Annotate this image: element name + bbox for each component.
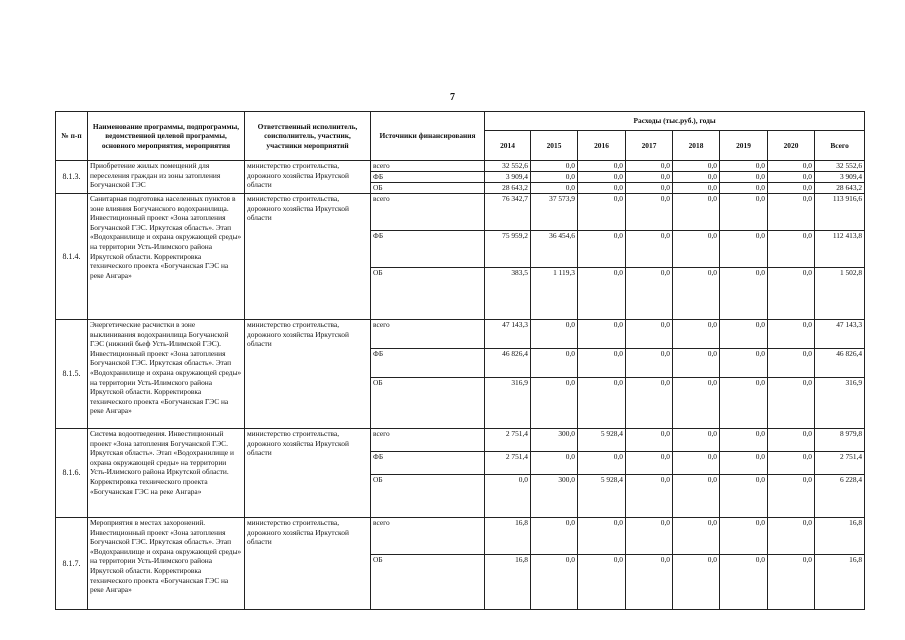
table-row bbox=[56, 320, 865, 349]
row-value: 0,0 bbox=[673, 183, 720, 194]
row-value: 316,9 bbox=[815, 378, 865, 429]
row-source: ФБ bbox=[371, 172, 485, 183]
row-value: 0,0 bbox=[673, 161, 720, 172]
row-value: 0,0 bbox=[626, 320, 673, 349]
row-value: 0,0 bbox=[578, 268, 626, 320]
row-value: 75 959,2 bbox=[485, 231, 531, 268]
table-body bbox=[56, 161, 865, 610]
row-value: 0,0 bbox=[720, 429, 768, 452]
row-value: 36 454,6 bbox=[531, 231, 578, 268]
table-row bbox=[56, 429, 865, 452]
row-value: 0,0 bbox=[626, 231, 673, 268]
row-value: 0,0 bbox=[768, 268, 815, 320]
row-value: 16,8 bbox=[815, 555, 865, 610]
row-value: 0,0 bbox=[673, 231, 720, 268]
row-value: 0,0 bbox=[578, 172, 626, 183]
row-value: 0,0 bbox=[531, 555, 578, 610]
row-value: 0,0 bbox=[578, 183, 626, 194]
row-value: 0,0 bbox=[673, 194, 720, 231]
row-code: 8.1.6. bbox=[56, 429, 88, 518]
row-value: 0,0 bbox=[768, 172, 815, 183]
row-value: 5 928,4 bbox=[578, 475, 626, 518]
row-value: 0,0 bbox=[673, 555, 720, 610]
row-value: 383,5 bbox=[485, 268, 531, 320]
row-value: 32 552,6 bbox=[485, 161, 531, 172]
row-value: 0,0 bbox=[720, 555, 768, 610]
row-value: 300,0 bbox=[531, 475, 578, 518]
header-name: Наименование программы, подпрограммы, ведомственной целевой программы, основного мероприятия, мероприятия bbox=[88, 112, 245, 161]
row-value: 0,0 bbox=[673, 518, 720, 555]
header-year: 2015 bbox=[531, 131, 578, 161]
row-value: 316,9 bbox=[485, 378, 531, 429]
row-value: 0,0 bbox=[768, 161, 815, 172]
row-value: 47 143,3 bbox=[815, 320, 865, 349]
header-year: 2017 bbox=[626, 131, 673, 161]
header-year: 2016 bbox=[578, 131, 626, 161]
row-value: 0,0 bbox=[626, 349, 673, 378]
row-value: 2 751,4 bbox=[815, 452, 865, 475]
row-value: 0,0 bbox=[531, 183, 578, 194]
row-value: 0,0 bbox=[531, 161, 578, 172]
row-value: 112 413,8 bbox=[815, 231, 865, 268]
row-source: всего bbox=[371, 429, 485, 452]
row-source: ОБ bbox=[371, 378, 485, 429]
header-year: 2019 bbox=[720, 131, 768, 161]
row-value: 46 826,4 bbox=[485, 349, 531, 378]
row-source: ФБ bbox=[371, 231, 485, 268]
row-value: 5 928,4 bbox=[578, 429, 626, 452]
header-year: 2014 bbox=[485, 131, 531, 161]
table-row bbox=[56, 194, 865, 231]
row-source: ОБ bbox=[371, 268, 485, 320]
row-value: 0,0 bbox=[531, 349, 578, 378]
row-value: 46 826,4 bbox=[815, 349, 865, 378]
row-value: 8 979,8 bbox=[815, 429, 865, 452]
row-value: 28 643,2 bbox=[815, 183, 865, 194]
row-code: 8.1.4. bbox=[56, 194, 88, 320]
header-year: 2020 bbox=[768, 131, 815, 161]
row-value: 0,0 bbox=[720, 172, 768, 183]
row-code: 8.1.3. bbox=[56, 161, 88, 194]
row-value: 0,0 bbox=[768, 518, 815, 555]
row-value: 0,0 bbox=[578, 161, 626, 172]
row-value: 0,0 bbox=[720, 320, 768, 349]
row-value: 28 643,2 bbox=[485, 183, 531, 194]
row-value: 0,0 bbox=[485, 475, 531, 518]
row-source: всего bbox=[371, 194, 485, 231]
row-value: 76 342,7 bbox=[485, 194, 531, 231]
row-value: 0,0 bbox=[626, 555, 673, 610]
row-executor: министерство строительства, дорожного хозяйства Иркутской области bbox=[245, 518, 371, 610]
row-value: 2 751,4 bbox=[485, 429, 531, 452]
row-value: 16,8 bbox=[815, 518, 865, 555]
table-header bbox=[56, 112, 865, 161]
page-number: 7 bbox=[450, 92, 455, 103]
row-value: 0,0 bbox=[768, 378, 815, 429]
row-source: ФБ bbox=[371, 452, 485, 475]
row-value: 0,0 bbox=[720, 452, 768, 475]
row-value: 0,0 bbox=[720, 268, 768, 320]
row-value: 0,0 bbox=[578, 555, 626, 610]
row-source: ОБ bbox=[371, 555, 485, 610]
row-name: Приобретение жилых помещений для переселения граждан из зоны затопления Богучанской ГЭС bbox=[88, 161, 245, 194]
row-value: 0,0 bbox=[578, 320, 626, 349]
row-value: 0,0 bbox=[720, 183, 768, 194]
row-value: 0,0 bbox=[673, 172, 720, 183]
row-source: всего bbox=[371, 518, 485, 555]
row-value: 0,0 bbox=[673, 268, 720, 320]
header-num: № п-п bbox=[56, 112, 88, 161]
row-executor: министерство строительства, дорожного хозяйства Иркутской области bbox=[245, 194, 371, 320]
row-value: 0,0 bbox=[626, 518, 673, 555]
row-value: 0,0 bbox=[673, 349, 720, 378]
row-value: 16,8 bbox=[485, 518, 531, 555]
row-executor: министерство строительства, дорожного хозяйства Иркутской области bbox=[245, 429, 371, 518]
table-row bbox=[56, 518, 865, 555]
row-value: 0,0 bbox=[626, 378, 673, 429]
row-value: 6 228,4 bbox=[815, 475, 865, 518]
row-value: 1 119,3 bbox=[531, 268, 578, 320]
row-name: Энергетические расчистки в зоне выклинивания водохранилища Богучанской ГЭС (нижний бьеф Усть-Илимской ГЭС). Инвестиционный проект «Зона затопления Богучанской ГЭС. Иркутская область». Этап «Водохранилище и охрана окружающей среды» на территории Усть-Илимского района Иркутской области. Корректировка технического проекта «Богучанская ГЭС на реке Ангара» bbox=[88, 320, 245, 429]
row-value: 0,0 bbox=[578, 378, 626, 429]
row-value: 0,0 bbox=[720, 231, 768, 268]
row-value: 1 502,8 bbox=[815, 268, 865, 320]
row-code: 8.1.7. bbox=[56, 518, 88, 610]
row-value: 0,0 bbox=[531, 172, 578, 183]
row-value: 0,0 bbox=[768, 183, 815, 194]
row-name: Система водоотведения. Инвестиционный проект «Зона затопления Богучанской ГЭС. Иркутская область». Этап «Водохранилище и охрана окружающей среды» на территории Усть-Илимского района Иркутской области. Корректировка технического проекта «Богучанская ГЭС на реке Ангара» bbox=[88, 429, 245, 518]
header-year: Всего bbox=[815, 131, 865, 161]
table-row bbox=[56, 161, 865, 172]
header-year: 2018 bbox=[673, 131, 720, 161]
row-value: 0,0 bbox=[578, 452, 626, 475]
row-value: 47 143,3 bbox=[485, 320, 531, 349]
row-value: 113 916,6 bbox=[815, 194, 865, 231]
row-value: 300,0 bbox=[531, 429, 578, 452]
row-value: 0,0 bbox=[720, 518, 768, 555]
row-value: 0,0 bbox=[673, 475, 720, 518]
row-value: 0,0 bbox=[626, 194, 673, 231]
row-value: 2 751,4 bbox=[485, 452, 531, 475]
row-executor: министерство строительства, дорожного хозяйства Иркутской области bbox=[245, 161, 371, 194]
row-value: 0,0 bbox=[531, 452, 578, 475]
row-value: 0,0 bbox=[720, 378, 768, 429]
row-value: 0,0 bbox=[768, 320, 815, 349]
row-value: 0,0 bbox=[768, 231, 815, 268]
row-source: ОБ bbox=[371, 183, 485, 194]
row-name: Мероприятия в местах захоронений. Инвестиционный проект «Зона затопления Богучанской ГЭС. Иркутская область». Этап «Водохранилище и охрана окружающей среды» на территории Усть-Илимского района Иркутской области. Корректировка технического проекта «Богучанская ГЭС на реке Ангара» bbox=[88, 518, 245, 610]
row-value: 0,0 bbox=[578, 231, 626, 268]
row-source: всего bbox=[371, 161, 485, 172]
row-value: 0,0 bbox=[531, 518, 578, 555]
row-value: 0,0 bbox=[720, 194, 768, 231]
row-value: 0,0 bbox=[578, 349, 626, 378]
row-value: 0,0 bbox=[626, 452, 673, 475]
row-value: 16,8 bbox=[485, 555, 531, 610]
row-value: 0,0 bbox=[531, 378, 578, 429]
row-value: 0,0 bbox=[673, 429, 720, 452]
header-source: Источники финансирования bbox=[371, 112, 485, 161]
header-expenses: Расходы (тыс.руб.), годы bbox=[485, 112, 865, 131]
row-value: 0,0 bbox=[578, 518, 626, 555]
row-value: 37 573,9 bbox=[531, 194, 578, 231]
row-code: 8.1.5. bbox=[56, 320, 88, 429]
row-value: 0,0 bbox=[768, 429, 815, 452]
row-source: ФБ bbox=[371, 349, 485, 378]
row-name: Санитарная подготовка населенных пунктов в зоне влияния Богучанского водохранилища. Инвестиционный проект «Зона затопления Богучанской ГЭС. Иркутская область». Этап «Водохранилище и охрана окружающей среды» на территории Усть-Илимского района Иркутской области. Корректировка технического проекта «Богучанская ГЭС на реке Ангара» bbox=[88, 194, 245, 320]
row-source: ОБ bbox=[371, 475, 485, 518]
row-value: 0,0 bbox=[768, 475, 815, 518]
row-value: 0,0 bbox=[673, 378, 720, 429]
row-value: 0,0 bbox=[578, 194, 626, 231]
header-executor: Ответственный исполнитель, соисполнитель, участник, участники мероприятий bbox=[245, 112, 371, 161]
row-value: 0,0 bbox=[768, 349, 815, 378]
row-value: 0,0 bbox=[720, 349, 768, 378]
financing-table bbox=[55, 111, 865, 610]
row-value: 0,0 bbox=[626, 475, 673, 518]
row-value: 0,0 bbox=[626, 429, 673, 452]
row-source: всего bbox=[371, 320, 485, 349]
row-value: 0,0 bbox=[768, 194, 815, 231]
row-value: 0,0 bbox=[626, 172, 673, 183]
row-value: 0,0 bbox=[531, 320, 578, 349]
row-value: 0,0 bbox=[626, 161, 673, 172]
row-value: 0,0 bbox=[626, 183, 673, 194]
row-value: 3 909,4 bbox=[815, 172, 865, 183]
row-value: 0,0 bbox=[673, 320, 720, 349]
row-value: 0,0 bbox=[720, 161, 768, 172]
row-value: 0,0 bbox=[720, 475, 768, 518]
row-value: 0,0 bbox=[768, 452, 815, 475]
row-value: 3 909,4 bbox=[485, 172, 531, 183]
row-executor: министерство строительства, дорожного хозяйства Иркутской области bbox=[245, 320, 371, 429]
row-value: 0,0 bbox=[626, 268, 673, 320]
row-value: 32 552,6 bbox=[815, 161, 865, 172]
row-value: 0,0 bbox=[673, 452, 720, 475]
row-value: 0,0 bbox=[768, 555, 815, 610]
